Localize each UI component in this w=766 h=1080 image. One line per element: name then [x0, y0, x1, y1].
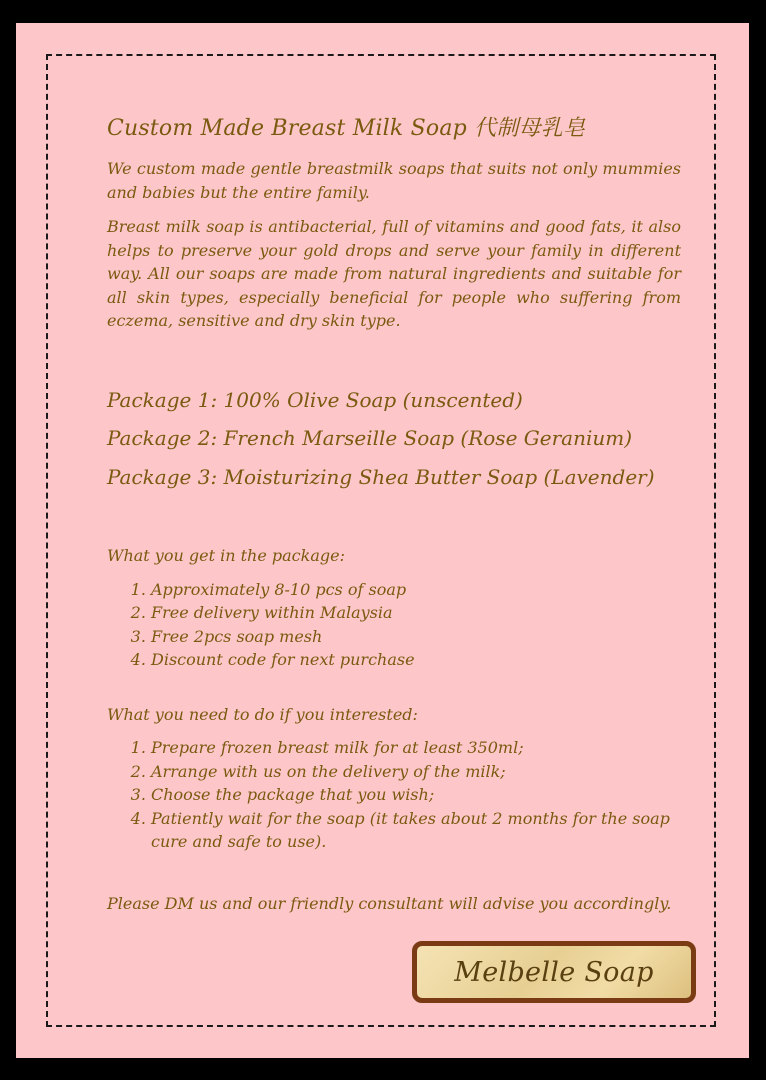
get-section-heading: What you get in the package: — [107, 546, 345, 565]
package-list — [107, 381, 681, 497]
closing-paragraph: Please DM us and our friendly consultant will advise you accordingly. — [107, 893, 672, 913]
package-item: Package 3: Moisturizing Shea Butter Soap (Lavender) — [107, 464, 655, 489]
list-item: 3. Choose the package that you wish; — [151, 783, 681, 807]
list-item: 3. Free 2pcs soap mesh — [151, 625, 681, 649]
list-item: 1. Prepare frozen breast milk for at least 350ml; — [151, 736, 681, 760]
todo-list — [107, 736, 681, 854]
brand-badge — [412, 941, 696, 1003]
todo-section-heading: What you need to do if you interested: — [107, 704, 418, 724]
brand-name: Melbelle Soap — [454, 956, 654, 988]
benefits-paragraph: Breast milk soap is antibacterial, full of vitamins and good fats, it also helps to preserve your gold drops and serve your family in different way. All our soaps are made from natural ingredients and suitable for all skin types, especially beneficial for people who suffering from eczema, sensitive and dry skin type. — [107, 217, 681, 330]
package-item: Package 2: French Marseille Soap (Rose Geranium) — [107, 426, 632, 450]
flyer-page — [16, 23, 749, 1058]
list-item: 2. Arrange with us on the delivery of the milk; — [151, 760, 681, 784]
package-item: Package 1: 100% Olive Soap (unscented) — [107, 387, 523, 412]
list-item: 4. Patiently wait for the soap (it takes about 2 months for the soap cure and safe to use). — [151, 807, 681, 854]
list-item: 2. Free delivery within Malaysia — [151, 601, 681, 625]
flyer-title: Custom Made Breast Milk Soap 代制母乳皂 — [107, 116, 586, 141]
flyer-content — [107, 113, 681, 915]
list-item: 4. Discount code for next purchase — [151, 648, 681, 672]
get-list — [107, 578, 681, 672]
intro-paragraph: We custom made gentle breastmilk soaps that suits not only mummies and babies but the entire family. — [107, 159, 681, 202]
list-item: 1. Approximately 8-10 pcs of soap — [151, 578, 681, 602]
